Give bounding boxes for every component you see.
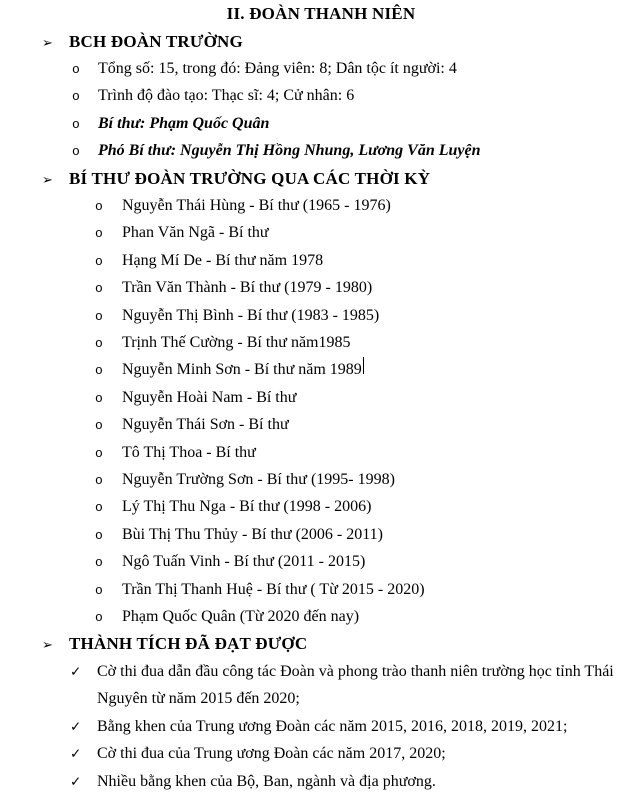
circle-bullet-icon: o <box>72 89 80 105</box>
circle-bullet-icon: o <box>95 198 103 214</box>
list-item <box>0 356 642 383</box>
circle-bullet-icon: o <box>72 116 80 132</box>
list-item <box>0 548 642 575</box>
check-bullet-icon: ✓ <box>70 718 82 735</box>
section-heading-text: BÍ THƯ ĐOÀN TRƯỜNG QUA CÁC THỜI KỲ <box>69 168 431 188</box>
document-title: II. ĐOÀN THANH NIÊN <box>226 4 416 23</box>
list-item <box>0 768 642 794</box>
circle-bullet-icon: o <box>72 144 80 160</box>
list-item <box>0 603 642 630</box>
list-item-text: Trình độ đào tạo: Thạc sĩ: 4; Cử nhân: 6 <box>98 87 355 105</box>
list-item <box>0 439 642 466</box>
circle-bullet-icon: o <box>95 308 103 324</box>
section-heading-bch-doan-truong <box>0 28 642 55</box>
list-item <box>0 493 642 520</box>
list-item-text: Hạng Mí De - Bí thư năm 1978 <box>122 251 324 269</box>
list-item-text: Tô Thị Thoa - Bí thư <box>122 443 256 461</box>
list-item <box>0 192 642 219</box>
circle-bullet-icon: o <box>95 582 103 598</box>
list-item-text: Nguyễn Thái Hùng - Bí thư (1965 - 1976) <box>122 196 391 214</box>
arrow-bullet-icon: ➢ <box>42 172 53 188</box>
section-heading-bi-thu-qua-cac-thoi-ky <box>0 165 642 192</box>
circle-bullet-icon: o <box>95 527 103 543</box>
list-item <box>0 274 642 301</box>
list-item-text: Phó Bí thư: Nguyễn Thị Hồng Nhung, Lương Văn Luyện <box>98 142 481 160</box>
list-item-text: Nguyễn Hoài Nam - Bí thư <box>122 388 297 406</box>
section-heading-thanh-tich <box>0 630 642 657</box>
list-item <box>0 658 642 713</box>
list-item-text: Lý Thị Thu Nga - Bí thư (1998 - 2006) <box>122 498 372 516</box>
list-item-text: Bằng khen của Trung ương Đoàn các năm 2015, 2016, 2018, 2019, 2021; <box>97 717 568 735</box>
list-item-text: Nhiều bằng khen của Bộ, Ban, ngành và địa phương. <box>97 772 436 790</box>
list-item-text: Trần Văn Thành - Bí thư (1979 - 1980) <box>122 279 373 297</box>
check-bullet-icon: ✓ <box>70 663 82 680</box>
list-item-text: Cờ thi đua của Trung ương Đoàn các năm 2017, 2020; <box>97 745 446 763</box>
list-item <box>0 411 642 438</box>
list-item <box>0 219 642 246</box>
section-heading-text: THÀNH TÍCH ĐÃ ĐẠT ĐƯỢC <box>69 634 308 654</box>
list-item-text: Phan Văn Ngã - Bí thư <box>122 224 269 242</box>
circle-bullet-icon: o <box>95 363 103 379</box>
list-item-text: Phạm Quốc Quân (Từ 2020 đến nay) <box>122 608 360 626</box>
list-item <box>0 247 642 274</box>
list-item <box>0 110 642 137</box>
list-item-text: Nguyễn Thị Bình - Bí thư (1983 - 1985) <box>122 306 380 324</box>
circle-bullet-icon: o <box>95 226 103 242</box>
check-bullet-icon: ✓ <box>70 773 82 790</box>
list-item <box>0 576 642 603</box>
list-item-text: Trịnh Thế Cường - Bí thư năm1985 <box>122 333 351 351</box>
list-item-text: Nguyễn Thái Sơn - Bí thư <box>122 416 289 434</box>
list-item-text: Ngô Tuấn Vinh - Bí thư (2011 - 2015) <box>122 553 366 571</box>
circle-bullet-icon: o <box>95 473 103 488</box>
list-item <box>0 302 642 329</box>
list-item-text: Bí thư: Phạm Quốc Quân <box>98 114 270 132</box>
list-item <box>0 466 642 493</box>
circle-bullet-icon: o <box>95 418 103 434</box>
list-item-text: Nguyễn Minh Sơn - Bí thư năm 1989 <box>122 361 362 379</box>
circle-bullet-icon: o <box>95 390 103 406</box>
circle-bullet-icon: o <box>95 610 103 626</box>
text-cursor <box>363 357 364 374</box>
list-item-text: Cờ thi đua dẫn đầu công tác Đoàn và phong trào thanh niên trường học tỉnh Thái Nguyên từ năm 2015 đến 2020; <box>97 662 614 708</box>
circle-bullet-icon: o <box>95 253 103 269</box>
list-item <box>0 713 642 740</box>
list-item <box>0 521 642 548</box>
list-item <box>0 82 642 109</box>
list-item-text: Nguyễn Trường Sơn - Bí thư (1995- 1998) <box>122 471 395 488</box>
list-item <box>0 55 642 82</box>
circle-bullet-icon: o <box>95 335 103 351</box>
list-item <box>0 137 642 164</box>
circle-bullet-icon: o <box>72 61 80 77</box>
circle-bullet-icon: o <box>95 555 103 571</box>
list-item-text: Trần Thị Thanh Huệ - Bí thư ( Từ 2015 - 2020) <box>122 580 425 598</box>
list-item <box>0 740 642 767</box>
check-bullet-icon: ✓ <box>70 746 82 763</box>
circle-bullet-icon: o <box>95 445 103 461</box>
list-item-text: Tổng số: 15, trong đó: Đảng viên: 8; Dân tộc ít người: 4 <box>98 59 457 77</box>
list-item <box>0 384 642 411</box>
arrow-bullet-icon: ➢ <box>42 35 53 51</box>
arrow-bullet-icon: ➢ <box>42 638 53 654</box>
circle-bullet-icon: o <box>95 281 103 297</box>
section-heading-text: BCH ĐOÀN TRƯỜNG <box>69 31 243 51</box>
circle-bullet-icon: o <box>95 500 103 516</box>
list-item <box>0 329 642 356</box>
list-item-text: Bùi Thị Thu Thủy - Bí thư (2006 - 2011) <box>122 525 383 543</box>
